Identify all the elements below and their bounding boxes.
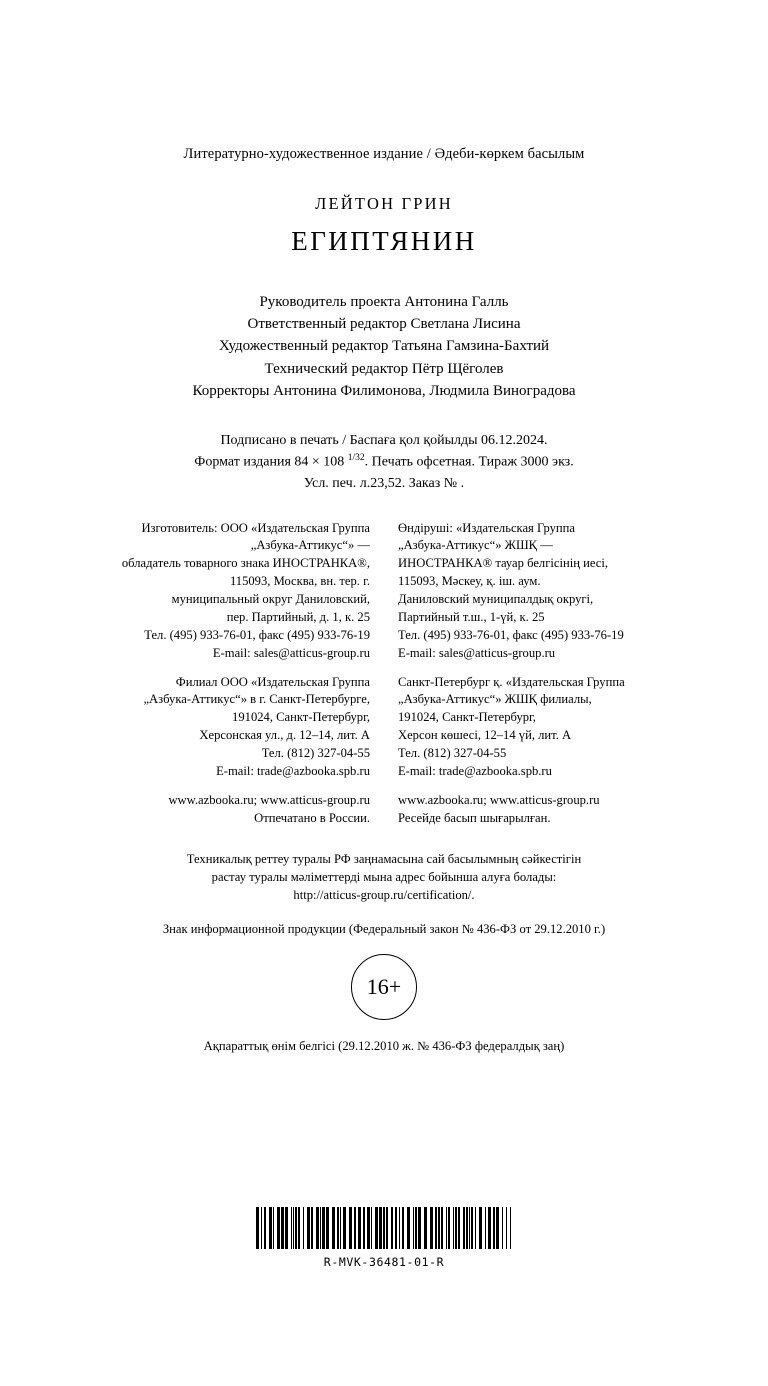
spacer <box>398 663 652 674</box>
edition-line: Литературно-художественное издание / Әдеби-көркем басылым <box>183 146 585 162</box>
colophon-page <box>0 146 768 1386</box>
website-line: www.azbooka.ru; www.atticus-group.ru <box>168 792 370 807</box>
branch-line: Херсонская ул., д. 12–14, лит. А <box>199 728 370 743</box>
printed-in-line: Ресейде басып шығарылған. <box>398 810 551 825</box>
spacer <box>398 781 652 792</box>
age-rating-label: 16+ <box>366 974 402 1000</box>
publisher-columns <box>0 520 768 828</box>
certification-line: Техникалық реттеу туралы РФ заңнамасына сай басылымның сәйкестігін <box>186 851 582 866</box>
publisher-line: „Азбука-Аттикус“» ЖШҚ — <box>398 538 553 553</box>
print-date-line: Подписано в печать / Баспаға қол қойылды 06.12.2024. <box>220 432 548 448</box>
publisher-email: E-mail: sales@atticus-group.ru <box>212 645 370 660</box>
publisher-line: 115093, Москва, вн. тер. г. <box>229 574 370 589</box>
printed-in-line: Отпечатано в России. <box>254 810 370 825</box>
barcode-image <box>256 1207 512 1249</box>
branch-line: „Азбука-Аттикус“» ЖШҚ филиалы, <box>398 692 592 707</box>
certification-line: растау туралы мәліметтерді мына адрес бойынша алуға болады: <box>211 869 557 884</box>
branch-line: 191024, Санкт-Петербург, <box>398 710 536 725</box>
book-title: ЕГИПТЯНИН <box>291 226 477 256</box>
certification-url: http://atticus-group.ru/certification/. <box>293 888 475 903</box>
publisher-column-ru <box>116 520 384 828</box>
info-product-sign-ru: Знак информационной продукции (Федеральный закон № 436-ФЗ от 29.12.2010 г.) <box>162 922 606 937</box>
publisher-line: муниципальный округ Даниловский, <box>171 592 370 607</box>
format-fraction: 1/32 <box>347 452 365 463</box>
info-product-sign-kz: Ақпараттық өнім белгісі (29.12.2010 ж. № 436-ФЗ федералдық заң) <box>203 1039 565 1054</box>
credits-block <box>0 291 768 402</box>
sheets-order-line: Усл. печ. л.23,52. Заказ № . <box>303 475 465 491</box>
branch-line: „Азбука-Аттикус“» в г. Санкт-Петербурге, <box>143 692 370 707</box>
barcode-area <box>0 1194 768 1269</box>
branch-email: E-mail: trade@azbooka.spb.ru <box>216 763 370 778</box>
publisher-line: Партийный т.ш., 1-үй, к. 25 <box>398 609 545 624</box>
credit-line: Технический редактор Пётр Щёголев <box>264 360 504 377</box>
publisher-line: Тел. (495) 933-76-01, факс (495) 933-76-19 <box>144 627 370 642</box>
spacer <box>116 781 370 792</box>
publisher-line: 115093, Мәскеу, қ. іш. аум. <box>398 574 541 589</box>
publisher-line: Даниловский муниципалдық округі, <box>398 592 594 607</box>
format-text-b: . Печать офсетная. Тираж 3000 экз. <box>364 454 574 470</box>
imprint-block <box>0 430 768 494</box>
branch-email: E-mail: trade@azbooka.spb.ru <box>398 763 552 778</box>
publisher-line: Өндіруші: «Издательская Группа <box>398 520 575 535</box>
certification-note <box>0 850 768 905</box>
age-rating-badge <box>351 954 417 1020</box>
website-line: www.azbooka.ru; www.atticus-group.ru <box>398 792 600 807</box>
spacer <box>116 663 370 674</box>
credit-line: Руководитель проекта Антонина Галль <box>259 294 509 310</box>
credit-line: Ответственный редактор Светлана Лисина <box>247 316 521 333</box>
publisher-column-kz <box>384 520 652 828</box>
publisher-line: обладатель товарного знака ИНОСТРАНКА®, <box>121 556 370 571</box>
publisher-line: Тел. (495) 933-76-01, факс (495) 933-76-19 <box>398 627 624 642</box>
credit-line: Художественный редактор Татьяна Гамзина-Бахтий <box>218 338 550 355</box>
publisher-line: Изготовитель: ООО «Издательская Группа <box>141 520 370 535</box>
publisher-line: ИНОСТРАНКА® тауар белгісінің иесі, <box>398 556 608 571</box>
branch-line: Филиал ООО «Издательская Группа <box>175 674 370 689</box>
publisher-line: пер. Партийный, д. 1, к. 25 <box>226 609 370 624</box>
format-text-a: Формат издания 84 × 108 <box>194 454 348 470</box>
branch-line: 191024, Санкт-Петербург, <box>232 710 370 725</box>
branch-line: Тел. (812) 327-04-55 <box>261 746 370 761</box>
author-name: ЛЕЙТОН ГРИН <box>315 194 453 213</box>
branch-line: Тел. (812) 327-04-55 <box>398 746 507 761</box>
branch-line: Херсон көшесі, 12–14 үй, лит. А <box>398 728 572 743</box>
credit-line: Корректоры Антонина Филимонова, Людмила Виноградова <box>192 382 576 399</box>
publisher-email: E-mail: sales@atticus-group.ru <box>398 645 556 660</box>
format-line <box>0 451 768 473</box>
barcode-number: R-MVK-36481-01-R <box>323 1255 445 1269</box>
publisher-line: „Азбука-Аттикус“» — <box>250 538 370 553</box>
branch-line: Санкт-Петербург қ. «Издательская Группа <box>398 674 625 689</box>
